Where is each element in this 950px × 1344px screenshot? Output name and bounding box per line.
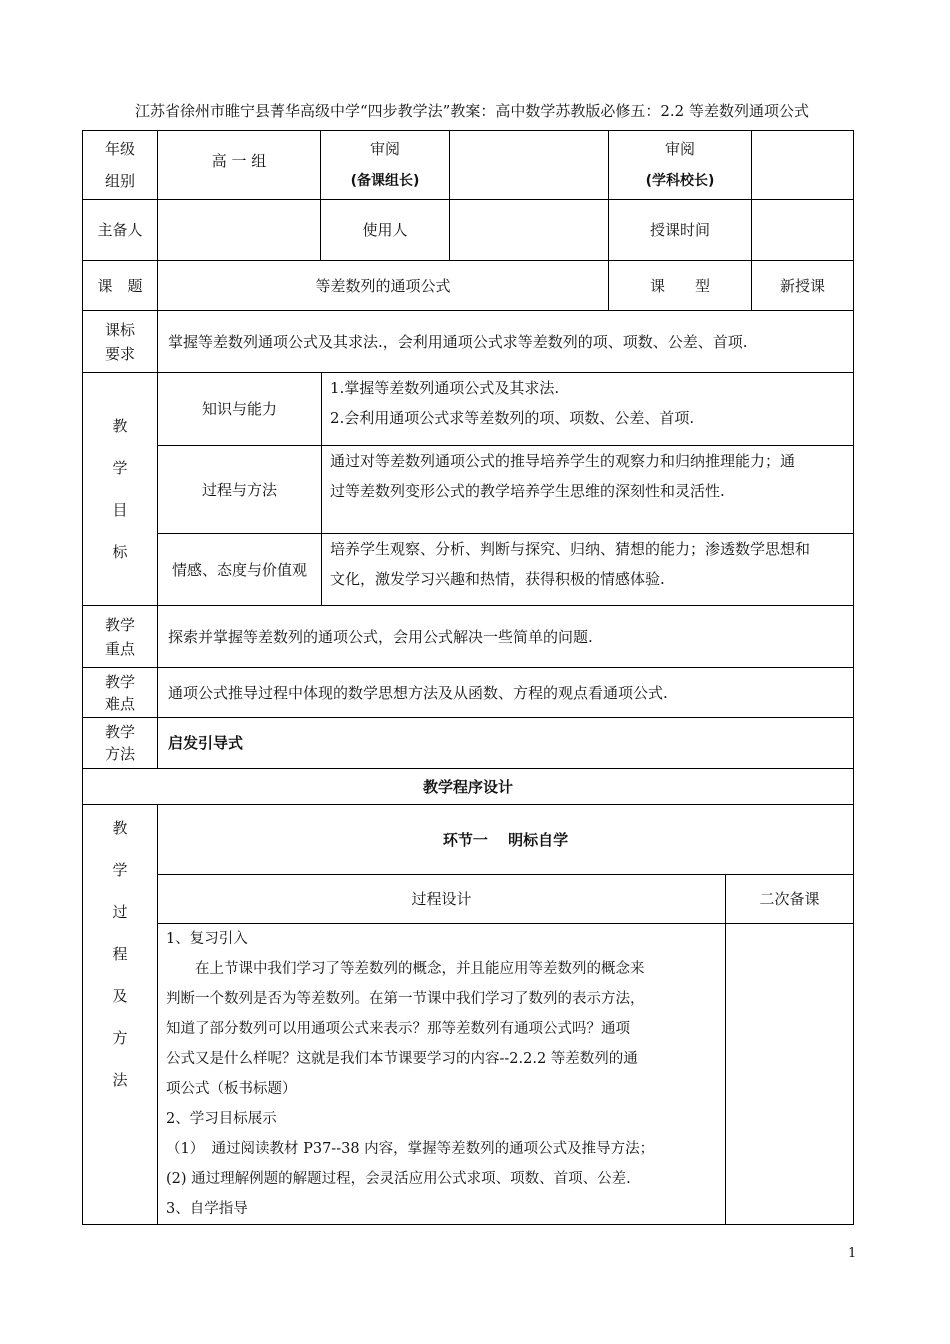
teaching-difficulty-label [82,667,158,718]
process-char-6: 方 [112,1029,128,1047]
difficulty-label-1: 教学 [104,672,135,691]
knowledge-line-1: 1.掌握等差数列通项公式及其求法. [330,379,560,397]
key-label-1: 教学 [104,615,135,634]
process-char-4: 程 [112,945,128,963]
process-char-5: 及 [112,987,128,1005]
second-preparation-content [725,923,854,1225]
lesson-type-value: 新授课 [751,260,854,311]
review-label: 审阅 [369,140,400,158]
process-char-3: 过 [112,903,128,921]
curriculum-requirement-label [82,310,158,373]
lesson-plan-table [82,130,854,1225]
teaching-objectives-label [82,372,158,606]
teaching-process-label [82,804,158,1225]
process-char-1: 教 [112,819,128,837]
process-line-1: 通过对等差数列通项公式的推导培养学生的观察力和归纳推理能力；通 [330,452,796,470]
user-label: 使用人 [320,199,450,261]
objectives-char-3: 目 [112,501,128,519]
curriculum-label-2: 要求 [104,344,135,363]
user-value [449,199,609,261]
curriculum-label-1: 课标 [104,320,135,339]
group-label: 组别 [104,172,135,190]
topic-value: 等差数列的通项公式 [157,260,609,311]
content-line-3: 判断一个数列是否为等差数列。在第一节课中我们学习了数列的表示方法， [166,991,645,1007]
process-method-label: 过程与方法 [157,445,322,534]
review-principal-value [751,130,854,200]
review-label-2: 审阅 [664,140,695,158]
content-line-8: （1） 通过阅读教材 P37--38 内容，掌握等差数列的通项公式及推导方法； [166,1141,655,1157]
grade-label: 年级 [104,140,135,158]
lesson-time-value [751,199,854,261]
key-label-2: 重点 [104,639,135,658]
grade-group-label [82,130,158,200]
group-leader-role: (备课组长) [350,173,420,189]
process-method-value [321,445,854,534]
topic-label: 课 题 [82,260,158,311]
section-title: 环节一 明标自学 [157,804,854,875]
lesson-type-label: 课 型 [608,260,752,311]
emotion-attitude-label: 情感、态度与价值观 [157,533,322,606]
process-design-header: 过程设计 [157,874,726,924]
teaching-method-label [82,717,158,769]
content-line-9: (2) 通过理解例题的解题过程，会灵活应用公式求项、项数、首项、公差. [166,1171,631,1187]
content-line-7: 2、学习目标展示 [166,1111,277,1127]
process-char-7: 法 [112,1071,128,1089]
teaching-key-value: 探索并掌握等差数列的通项公式，会用公式解决一些简单的问题. [157,605,854,668]
emotion-attitude-value [321,533,854,606]
teaching-difficulty-value: 通项公式推导过程中体现的数学思想方法及从函数、方程的观点看通项公式. [157,667,854,718]
content-line-4: 知道了部分数列可以用通项公式来表示？那等差数列有通项公式吗？通项 [166,1021,630,1037]
process-design-content [157,923,726,1225]
knowledge-ability-value [321,372,854,446]
objectives-char-1: 教 [112,417,128,435]
teaching-key-label [82,605,158,668]
document-header: 江苏省徐州市睢宁县菁华高级中学“四步教学法”教案：高中数学苏教版必修五：2.2 等差数列通项公式 [135,102,809,120]
teaching-method-value: 启发引导式 [157,717,854,769]
review-principal-label [608,130,752,200]
preparer-value [157,199,321,261]
page-number: 1 [848,1246,857,1261]
process-line-2: 过等差数列变形公式的教学培养学生思维的深刻性和灵活性. [330,482,725,500]
review-group-leader-label [320,130,450,200]
preparer-label: 主备人 [82,199,158,261]
second-preparation-header: 二次备课 [725,874,854,924]
content-line-10: 3、自学指导 [166,1201,248,1217]
review-group-leader-value [449,130,609,200]
objectives-char-2: 学 [112,459,128,477]
curriculum-requirement-value: 掌握等差数列通项公式及其求法.，会利用通项公式求等差数列的项、项数、公差、首项. [157,310,854,373]
grade-group-text: 高 一 组 [211,152,267,170]
method-label-1: 教学 [104,723,135,741]
principal-role: (学科校长) [645,173,715,189]
grade-group-value [157,130,321,200]
content-line-6: 项公式（板书标题） [166,1081,297,1097]
objectives-char-4: 标 [112,543,128,561]
difficulty-label-2: 难点 [104,694,135,713]
content-line-5: 公式又是什么样呢？这就是我们本节课要学习的内容--2.2.2 等差数列的通 [166,1051,638,1067]
content-line-1: 1、复习引入 [166,931,248,947]
program-design-title: 教学程序设计 [82,768,854,805]
knowledge-ability-label: 知识与能力 [157,372,322,446]
process-char-2: 学 [112,861,128,879]
lesson-time-label: 授课时间 [608,199,752,261]
emotion-line-1: 培养学生观察、分析、判断与探究、归纳、猜想的能力；渗透数学思想和 [330,540,811,558]
knowledge-line-2: 2.会利用通项公式求等差数列的项、项数、公差、首项. [330,409,695,427]
method-label-2: 方法 [104,745,135,763]
emotion-line-2: 文化，激发学习兴趣和热情，获得积极的情感体验. [330,570,665,588]
content-line-2: 在上节课中我们学习了等差数列的概念，并且能应用等差数列的概念来 [166,961,645,977]
